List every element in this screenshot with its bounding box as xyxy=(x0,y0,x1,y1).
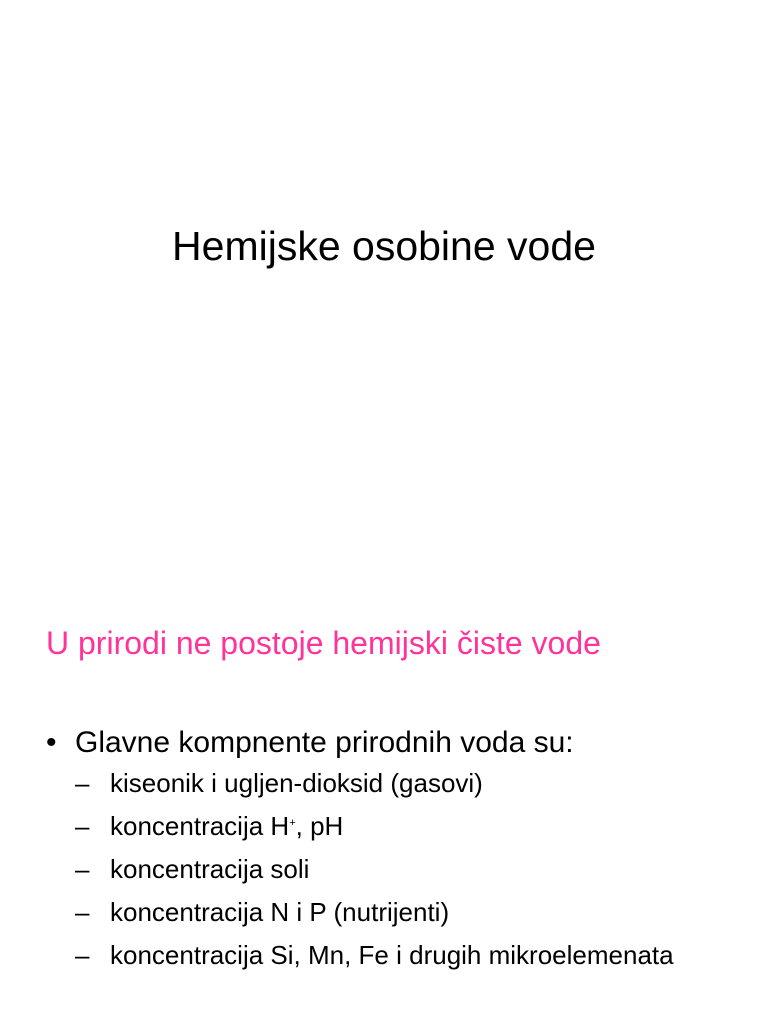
sub-item-gases xyxy=(75,768,746,798)
superscript-plus: + xyxy=(289,817,296,829)
bullet-list xyxy=(46,724,746,970)
dash-marker: – xyxy=(75,811,90,841)
slide-content xyxy=(0,576,768,1024)
sub-list xyxy=(75,768,746,970)
sub-item-text: koncentracija H xyxy=(110,811,290,841)
sub-item-text: kiseonik i ugljen-dioksid (gasovi) xyxy=(110,768,483,798)
dash-marker: – xyxy=(75,854,90,884)
sub-item-microelements xyxy=(75,940,746,970)
sub-item-nutrients xyxy=(75,897,746,927)
sub-item-text: koncentracija Si, Mn, Fe i drugih mikroelemenata xyxy=(110,940,674,970)
sub-item-hydrogen-ph xyxy=(75,811,746,841)
sub-item-text-tail: , pH xyxy=(295,811,344,841)
bullet-item-main-components xyxy=(46,724,746,970)
dash-marker: – xyxy=(75,940,90,970)
sub-item-text: koncentracija N i P (nutrijenti) xyxy=(110,897,450,927)
slide-heading: U prirodi ne postoje hemijski čiste vode xyxy=(46,625,601,661)
dash-marker: – xyxy=(75,768,90,798)
sub-item-salts xyxy=(75,854,746,884)
bullet-text: Glavne kompnente prirodnih voda su: xyxy=(75,726,574,759)
dash-marker: – xyxy=(75,897,90,927)
bullet-marker: • xyxy=(46,726,57,759)
slide-title-text: Hemijske osobine vode xyxy=(172,223,596,269)
sub-item-text: koncentracija soli xyxy=(110,854,310,884)
